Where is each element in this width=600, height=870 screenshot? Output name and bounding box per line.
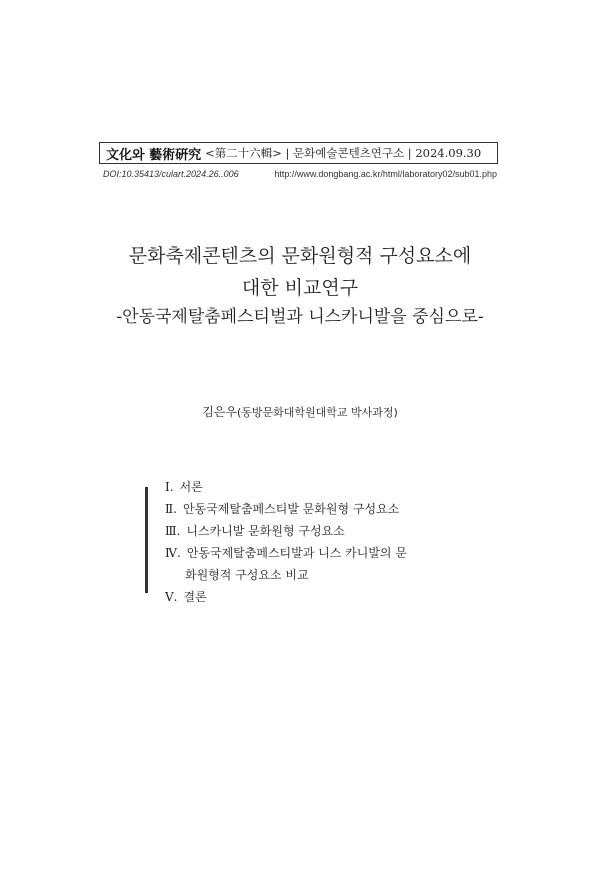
toc-number: Ⅴ. [165, 590, 178, 604]
title-block [0, 240, 600, 330]
subtitle: -안동국제탈춤페스티벌과 니스카니발을 중심으로- [116, 307, 484, 327]
toc-text: 니스카니발 문화원형 구성요소 [186, 524, 345, 538]
author-name: 김은우 [202, 405, 237, 419]
journal-logo: 文化와 藝術硏究 [106, 147, 202, 163]
toc-number: Ⅱ. [165, 502, 177, 516]
journal-meta: <第二十六輯> | 문화예술콘텐츠연구소 | 2024.09.30 [205, 146, 482, 160]
toc-text: 안동국제탈춤페스티발 문화원형 구성요소 [182, 502, 400, 516]
toc-number: Ⅲ. [165, 524, 181, 538]
toc-text: 안동국제탈춤페스티발과 니스 카니발의 문 [186, 546, 407, 560]
toc-item [165, 543, 407, 563]
doi-text: DOI:10.35413/culart.2024.26..006 [103, 169, 239, 179]
toc-item [165, 521, 345, 541]
toc-text: 서론 [179, 480, 203, 494]
toc-text: 화원형적 구성요소 비교 [185, 568, 309, 582]
title-line-2: 대한 비교연구 [241, 277, 359, 299]
title-line-1: 문화축제콘텐츠의 문화원형적 구성요소에 [128, 245, 472, 267]
toc-number: Ⅰ. [165, 480, 174, 494]
toc-item [165, 477, 203, 497]
toc-item [165, 587, 207, 607]
url-link[interactable]: http://www.dongbang.ac.kr/html/laboratory02/sub01.php [274, 169, 497, 179]
toc-item [165, 499, 399, 519]
toc-text: 결론 [183, 590, 207, 604]
toc-bar [145, 487, 148, 593]
toc-number: Ⅳ. [165, 546, 181, 560]
journal-header [99, 142, 498, 164]
toc-item-continued [185, 565, 309, 585]
author-line [0, 403, 600, 420]
author-affiliation: (동방문화대학원대학교 박사과정) [236, 406, 398, 419]
